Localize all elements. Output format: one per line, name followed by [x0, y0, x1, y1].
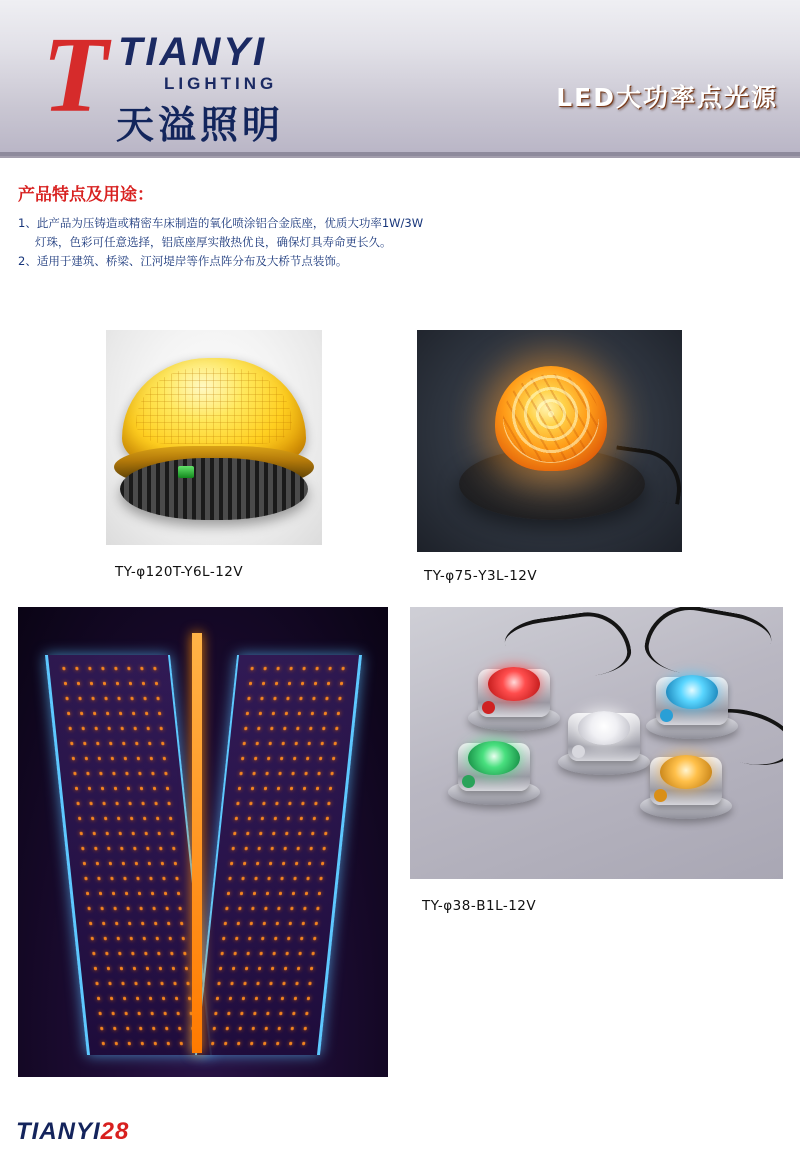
- feature-line-2: 灯珠，色彩可任意选择，铝底座厚实散热优良，确保灯具寿命更长久。: [35, 235, 392, 249]
- product-photo-yellow-dome: [106, 330, 322, 545]
- page-number: 28: [100, 1118, 130, 1145]
- application-photo-building-night: [18, 607, 388, 1077]
- features-list: [18, 214, 578, 271]
- mini-light-lens-green-icon: [468, 741, 520, 775]
- logo-brand-cn: 天溢照明: [116, 103, 285, 147]
- product-caption-2: TY-φ75-Y3L-12V: [424, 568, 538, 584]
- building-right-facade: [195, 655, 362, 1055]
- mini-light-color-dot-amber: [654, 789, 667, 802]
- footer-brand: [16, 1118, 129, 1146]
- footer-brand-text: TIANYI: [16, 1118, 101, 1145]
- product-caption-4: TY-φ38-B1L-12V: [422, 898, 537, 914]
- mini-light-amber: [640, 749, 732, 823]
- led-dot-matrix-right: [206, 661, 351, 1047]
- mini-light-lens-blue-icon: [666, 675, 718, 709]
- product-photo-orange-ball: [417, 330, 682, 552]
- mini-light-lens-red-icon: [488, 667, 540, 701]
- mini-light-green: [448, 735, 540, 809]
- product-photo-mini-lights: [410, 607, 783, 879]
- orange-ball-lens-icon: [495, 366, 607, 471]
- brand-logo: [38, 16, 348, 147]
- features-title: 产品特点及用途：: [18, 185, 154, 205]
- page-footer: [0, 1110, 800, 1156]
- header-divider: [0, 152, 800, 156]
- mini-light-lens-amber-icon: [660, 755, 712, 789]
- logo-letter-t: T: [42, 16, 104, 135]
- mini-light-color-dot-blue: [660, 709, 673, 722]
- green-indicator-icon: [178, 466, 194, 478]
- mini-light-color-dot-green: [462, 775, 475, 788]
- mini-light-lens-white-icon: [578, 711, 630, 745]
- mini-light-red: [468, 661, 560, 735]
- product-caption-1: TY-φ120T-Y6L-12V: [115, 564, 244, 580]
- feature-line-3: 2、适用于建筑、桥梁、江河堤岸等作点阵分布及大桥节点装饰。: [18, 254, 348, 268]
- page-header: [0, 0, 800, 158]
- led-dot-matrix-left: [57, 661, 202, 1047]
- mini-light-white: [558, 705, 650, 779]
- feature-line-1: 1、此产品为压铸造或精密车床制造的氧化喷涂铝合金底座，优质大功率1W/3W: [18, 216, 424, 230]
- mini-light-color-dot-red: [482, 701, 495, 714]
- page-title: LED大功率点光源: [556, 83, 778, 112]
- logo-brand-en: TIANYI: [118, 30, 268, 74]
- features-section: [18, 180, 578, 271]
- mini-light-blue: [646, 669, 738, 743]
- logo-sub-en: LIGHTING: [164, 74, 278, 93]
- yellow-dome-heatsink-base: [120, 458, 308, 520]
- building-left-facade: [45, 655, 212, 1055]
- mini-light-color-dot-white: [572, 745, 585, 758]
- building-center-spire: [192, 633, 202, 1053]
